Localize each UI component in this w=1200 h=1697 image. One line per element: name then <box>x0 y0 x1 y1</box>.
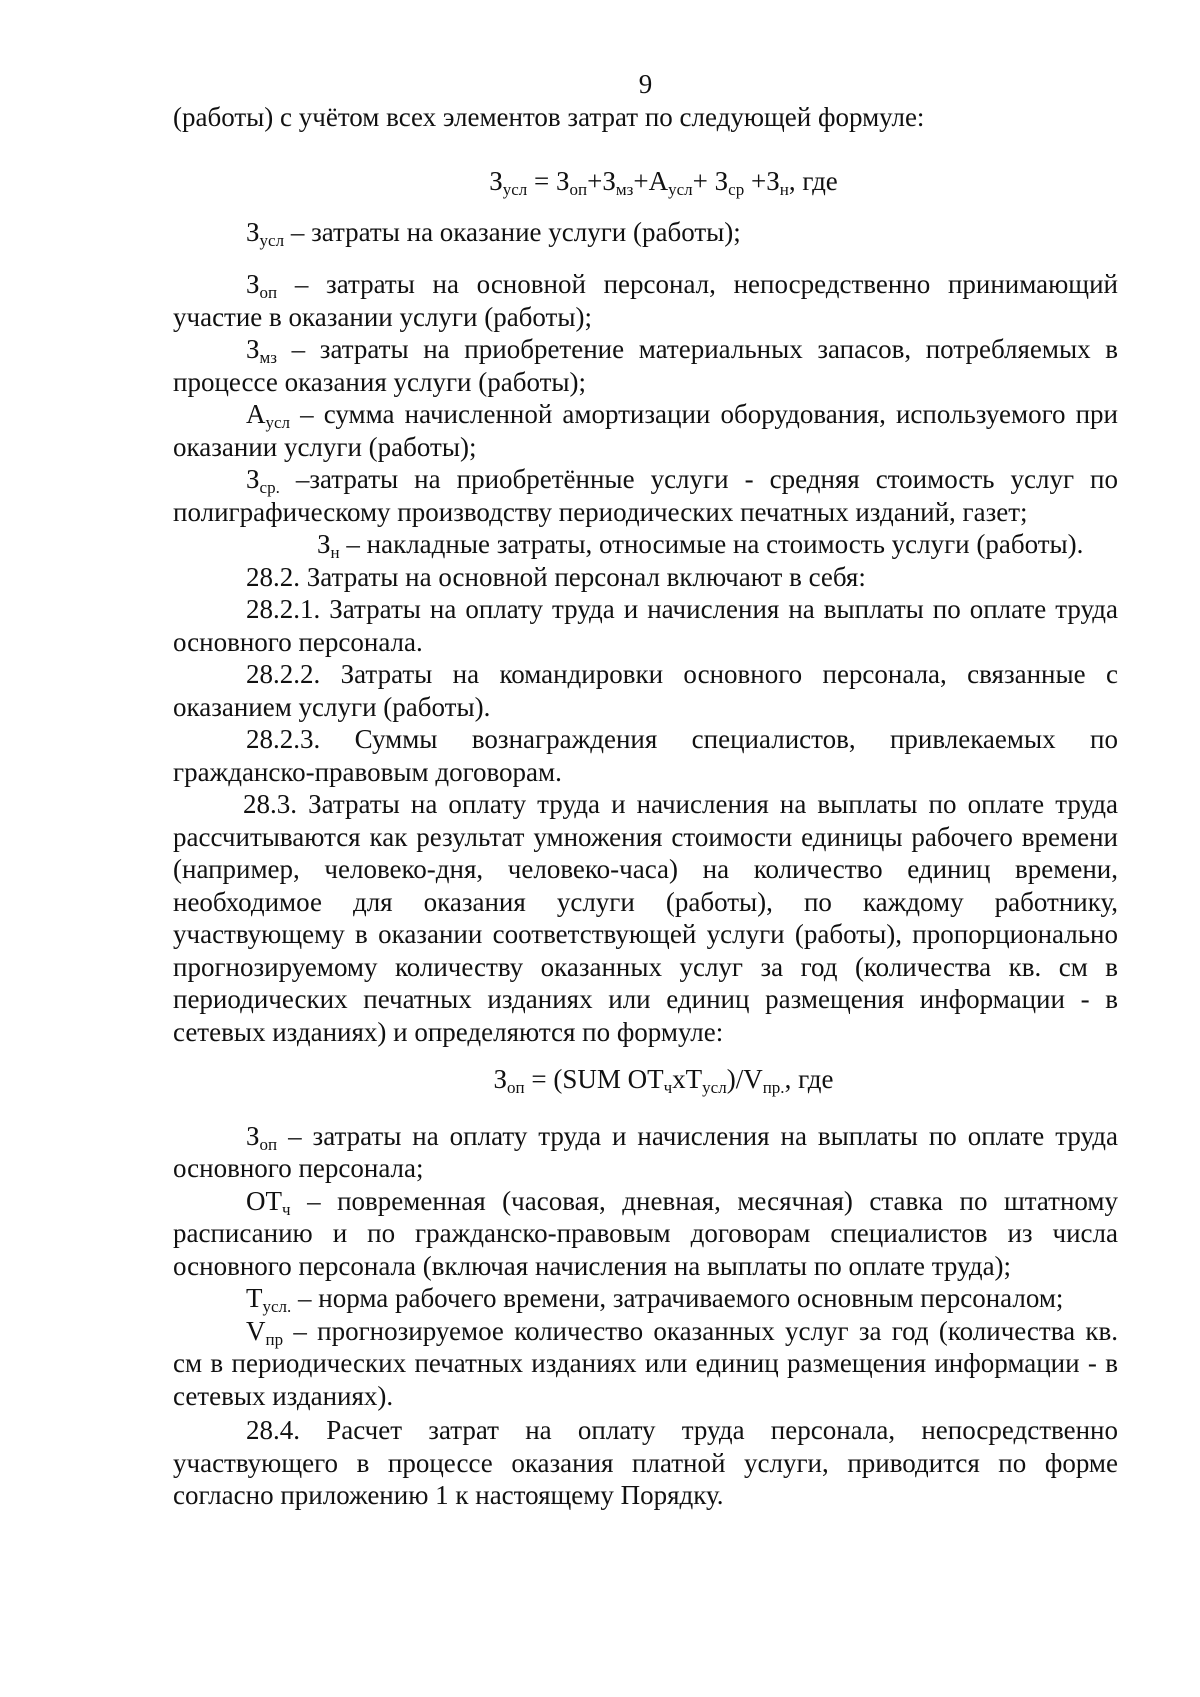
definition-z-sr: $З_{ср.}$ –затраты на приобретённые услуги - средняя стоимость услуг по полиграфическому производству периодических печатных изданий, газет; <box>173 464 1118 527</box>
definition-z-n: $З_н$ – накладные затраты, относимые на стоимость услуги (работы). <box>317 529 1084 562</box>
page-number: 9 <box>638 69 653 99</box>
definition-z-op: $З_{оп}$ – затраты на основной персонал, непосредственно принимающий участие в оказании услуги (работы); <box>173 269 1118 332</box>
intro-line: (работы) с учётом всех элементов затрат по следующей формуле: <box>173 101 925 132</box>
para-28-3: 28.3. Затраты на оплату труда и начисления на выплаты по оплате труда рассчитываются как результат умножения стоимости единицы рабочего времени (например, человеко-дня, человеко-часа) на количество единиц времени, необходимое для оказания услуги (работы), по каждому работнику, участвующему в оказании соответствующей услуги (работы), пропорционально прогнозируемому количеству оказанных услуг за год (количества кв. см в периодических печатных изданиях или единиц размещения информации - в сетевых изданиях) и определяются по формуле: <box>173 789 1118 1047</box>
definition-v-pr: $V_{пр}$ – прогнозируемое количество оказанных услуг за год (количества кв. см в периодических печатных изданиях или единиц размещения информации - в сетевых изданиях). <box>173 1315 1118 1411</box>
definition-t-usl: $Т_{усл.}$ – норма рабочего времени, затрачиваемого основным персоналом; <box>246 1283 1064 1316</box>
formula-staff-cost: $З_{оп} = (SUM$ $ОТ_чхТ_{усл})/V_{пр.}$, где <box>493 1064 834 1097</box>
formula-cost-of-service: $З_{усл} = З_{оп}+З_{мз}+А_{усл}+ З_{ср} +З_н$, где <box>489 166 838 199</box>
para-28-2-1: 28.2.1. Затраты на оплату труда и начисления на выплаты по оплате труда основного персонала. <box>173 594 1118 657</box>
para-28-2: 28.2. Затраты на основной персонал включают в себя: <box>246 561 866 592</box>
definition-ot-ch: $ОТ_ч$ – повременная (часовая, дневная, месячная) ставка по штатному расписанию и по гражданско-правовым договорам специалистов из числа основного персонала (включая начисления на выплаты по оплате труда); <box>173 1185 1118 1281</box>
definition-z-usl: $З_{усл}$ – затраты на оказание услуги (работы); <box>246 216 741 250</box>
para-28-4: 28.4. Расчет затрат на оплату труда персонала, непосредственно участвующего в процессе оказания платной услуги, приводится по форме согласно приложению 1 к настоящему Порядку. <box>173 1415 1118 1510</box>
definition-a-usl: $А_{усл}$ – сумма начисленной амортизации оборудования, используемого при оказании услуги (работы); <box>173 399 1118 462</box>
para-28-2-3: 28.2.3. Суммы вознаграждения специалистов, привлекаемых по гражданско-правовым договорам. <box>173 724 1118 787</box>
definition-z-mz: $З_{мз}$ – затраты на приобретение материальных запасов, потребляемых в процессе оказания услуги (работы); <box>173 334 1118 397</box>
para-28-2-2: 28.2.2. Затраты на командировки основного персонала, связанные с оказанием услуги (работы). <box>173 659 1118 722</box>
definition-z-op-2: $З_{оп}$ – затраты на оплату труда и начисления на выплаты по оплате труда основного персонала; <box>173 1120 1118 1183</box>
